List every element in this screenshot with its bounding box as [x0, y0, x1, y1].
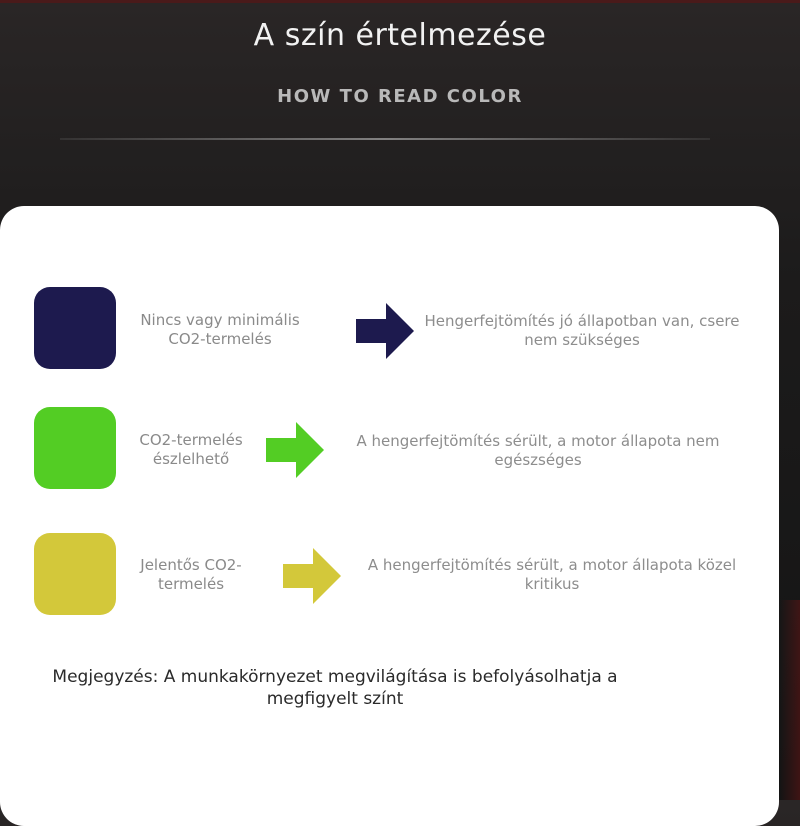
- row-label-3: Jelentős CO2-termelés: [140, 556, 242, 593]
- color-swatch-navy: [34, 287, 116, 369]
- row-description-2: A hengerfejtömítés sérült, a motor állapota nem egészséges: [356, 432, 720, 469]
- color-guide-card: [0, 206, 779, 826]
- arrow-right-icon: [283, 548, 343, 604]
- note-text: Megjegyzés: A munkakörnyezet megvilágítása is befolyásolhatja a megfigyelt színt: [52, 667, 618, 709]
- edge-glow: [780, 600, 800, 800]
- color-swatch-green: [34, 407, 116, 489]
- color-swatch-yellow: [34, 533, 116, 615]
- row-description-3: A hengerfejtömítés sérült, a motor állapota közel kritikus: [367, 556, 737, 593]
- page-title: A szín értelmezése: [253, 18, 547, 53]
- divider: [60, 138, 710, 140]
- arrow-right-icon: [266, 422, 326, 478]
- row-label-2: CO2-termelés észlelhető: [139, 431, 243, 468]
- top-edge: [0, 0, 800, 3]
- page-subtitle: HOW TO READ COLOR: [277, 86, 523, 107]
- row-label-1: Nincs vagy minimális CO2-termelés: [140, 311, 300, 348]
- arrow-right-icon: [356, 303, 416, 359]
- row-description-1: Hengerfejtömítés jó állapotban van, csere nem szükséges: [424, 312, 740, 349]
